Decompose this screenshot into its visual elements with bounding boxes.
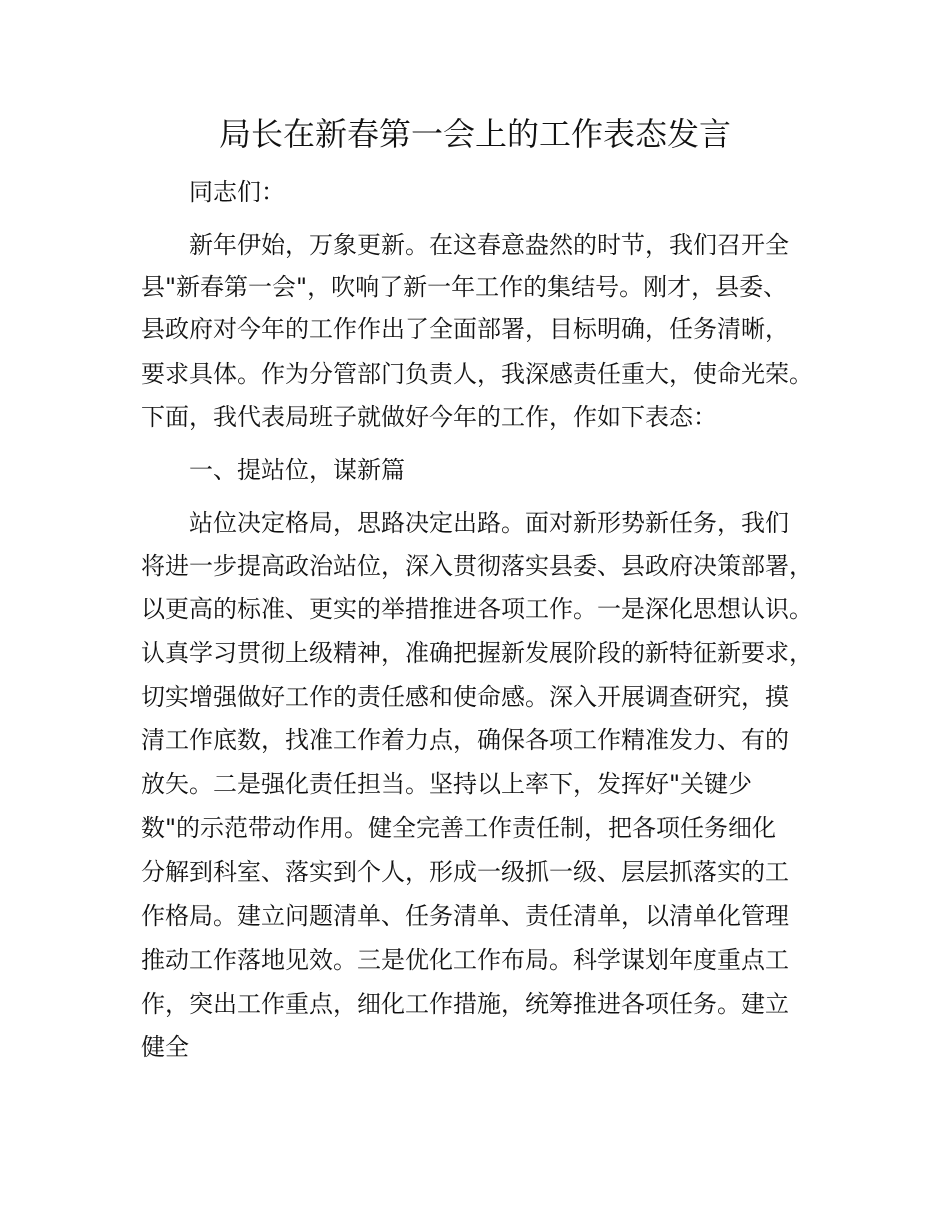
- paragraph-3-line-6: 清工作底数，找准工作着力点，确保各项工作精准发力、有的: [141, 726, 789, 754]
- paragraph-3-line-13: 健全: [141, 1033, 189, 1061]
- paragraph-3-line-7: 放矢。二是强化责任担当。坚持以上率下，发挥好"关键少: [141, 770, 753, 798]
- paragraph-3-line-3: 以更高的标准、更实的举措推进各项工作。一是深化思想认识。: [141, 595, 813, 623]
- paragraph-1-line-5: 下面，我代表局班子就做好今年的工作，作如下表态：: [141, 403, 717, 431]
- section-heading-1: 一、提站位，谋新篇: [189, 456, 405, 484]
- paragraph-3-line-11: 推动工作落地见效。三是优化工作布局。科学谋划年度重点工: [141, 946, 789, 974]
- document-title: 局长在新春第一会上的工作表态发言: [218, 115, 731, 153]
- paragraph-3-line-4: 认真学习贯彻上级精神，准确把握新发展阶段的新特征新要求，: [141, 639, 813, 667]
- paragraph-3-line-10: 作格局。建立问题清单、任务清单、责任清单，以清单化管理: [141, 902, 789, 930]
- paragraph-3-line-5: 切实增强做好工作的责任感和使命感。深入开展调查研究，摸: [141, 683, 789, 711]
- paragraph-1-line-3: 县政府对今年的工作作出了全面部署，目标明确，任务清晰，: [141, 315, 789, 343]
- paragraph-3-line-9: 分解到科室、落实到个人，形成一级抓一级、层层抓落实的工: [141, 858, 789, 886]
- paragraph-1-line-4: 要求具体。作为分管部门负责人，我深感责任重大，使命光荣。: [141, 360, 813, 388]
- paragraph-3-line-8: 数"的示范带动作用。健全完善工作责任制，把各项任务细化: [141, 814, 777, 842]
- paragraph-3-line-12: 作，突出工作重点，细化工作措施，统筹推进各项任务。建立: [141, 990, 789, 1018]
- paragraph-1-line-1: 新年伊始，万象更新。在这春意盎然的时节，我们召开全: [189, 231, 789, 259]
- greeting: 同志们：: [189, 178, 285, 206]
- paragraph-1-line-2: 县"新春第一会"，吹响了新一年工作的集结号。刚才，县委、: [141, 273, 788, 301]
- paragraph-3-line-2: 将进一步提高政治站位，深入贯彻落实县委、县政府决策部署，: [141, 552, 813, 580]
- paragraph-3-line-1: 站位决定格局，思路决定出路。面对新形势新任务，我们: [189, 509, 789, 537]
